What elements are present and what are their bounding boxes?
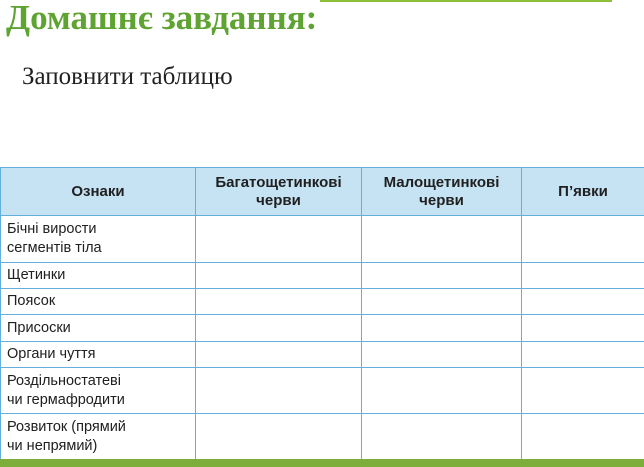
empty-cell[interactable] [522, 342, 644, 368]
empty-cell[interactable] [196, 289, 362, 315]
empty-cell[interactable] [522, 368, 644, 414]
empty-cell[interactable] [522, 414, 644, 460]
table-header-row [1, 168, 644, 216]
empty-cell[interactable] [196, 263, 362, 289]
header-line: Ознаки [71, 182, 125, 200]
header-leeches [522, 168, 644, 216]
header-line: Малощетинкові [383, 173, 500, 191]
empty-cell[interactable] [362, 263, 522, 289]
empty-cell[interactable] [362, 342, 522, 368]
empty-cell[interactable] [362, 315, 522, 342]
worm-comparison-table [0, 167, 644, 460]
table-row [1, 368, 644, 414]
empty-cell[interactable] [362, 289, 522, 315]
empty-cell[interactable] [196, 342, 362, 368]
empty-cell[interactable] [362, 414, 522, 460]
row-label [1, 342, 196, 368]
empty-cell[interactable] [522, 216, 644, 263]
header-line: черви [256, 191, 301, 209]
table-row [1, 216, 644, 263]
row-label [1, 315, 196, 342]
empty-cell[interactable] [522, 263, 644, 289]
task-instruction: Заповнити таблицю [22, 63, 233, 90]
row-label-line: Розвиток (прямий [7, 418, 126, 435]
row-label [1, 289, 196, 315]
empty-cell[interactable] [522, 315, 644, 342]
bottom-decorative-band [0, 459, 644, 467]
empty-cell[interactable] [362, 216, 522, 263]
header-line: Багатощетинкові [215, 173, 342, 191]
row-label-line: Щетинки [7, 267, 66, 283]
empty-cell[interactable] [196, 216, 362, 263]
row-label-line: чи непрямий) [7, 437, 98, 454]
table-row [1, 289, 644, 315]
empty-cell[interactable] [522, 289, 644, 315]
table-row [1, 414, 644, 460]
header-oznaky [1, 168, 196, 216]
row-label-line: Поясок [7, 293, 56, 309]
row-label [1, 263, 196, 289]
row-label-line: Присоски [7, 319, 71, 336]
row-label [1, 368, 196, 414]
header-polychaeta [196, 168, 362, 216]
header-oligochaeta [362, 168, 522, 216]
row-label [1, 414, 196, 460]
empty-cell[interactable] [196, 368, 362, 414]
page-title: Домашнє завдання: [6, 0, 318, 37]
table-row [1, 263, 644, 289]
row-label-line: Роздільностатеві [7, 372, 121, 389]
header-line: черви [419, 191, 464, 209]
row-label-line: Органи чуття [7, 346, 96, 362]
empty-cell[interactable] [196, 414, 362, 460]
worm-comparison-table-container [0, 167, 644, 460]
header-line: П’явки [558, 182, 608, 200]
row-label-line: Бічні вирости [7, 221, 97, 237]
row-label-line: сегментів тіла [7, 240, 102, 256]
row-label-line: чи гермафродити [7, 391, 125, 408]
row-label [1, 216, 196, 263]
empty-cell[interactable] [196, 315, 362, 342]
top-decorative-line [320, 0, 612, 2]
empty-cell[interactable] [362, 368, 522, 414]
table-row [1, 315, 644, 342]
table-row [1, 342, 644, 368]
